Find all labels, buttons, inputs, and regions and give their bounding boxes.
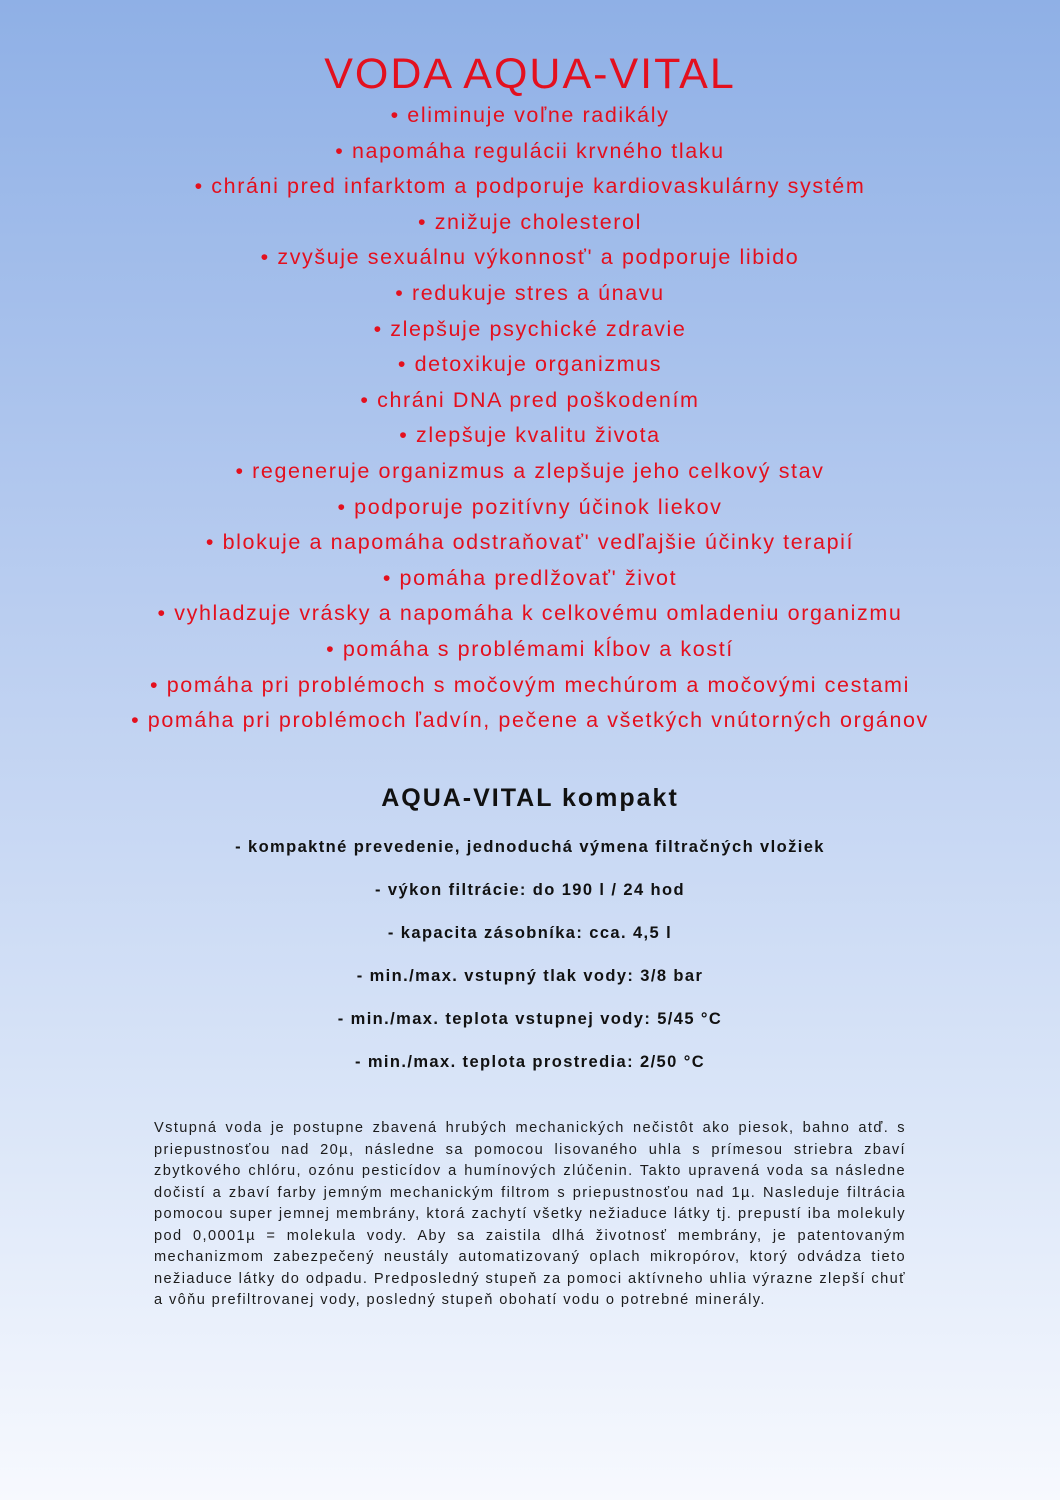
benefit-item: • zlepšuje psychické zdravie [373,316,687,341]
product-title: AQUA-VITAL kompakt [381,784,679,812]
benefit-item: • chráni pred infarktom a podporuje kardiovaskulárny systém [194,174,866,199]
benefit-item: • pomáha pri problémoch ľadvín, pečene a všetkých vnútorných orgánov [131,708,929,733]
product-specs-list [0,826,1060,1084]
page-title: VODA AQUA-VITAL [324,50,736,98]
benefit-item: • zvyšuje sexuálnu výkonnosť' a podporuje libido [260,245,800,270]
spec-item: - min./max. teplota prostredia: 2/50 °C [354,1053,706,1071]
benefit-item: • blokuje a napomáha odstraňovať' vedľajšie účinky terapií [205,530,855,555]
benefit-item: • napomáha regulácii krvného tlaku [335,138,725,163]
benefit-item: • eliminuje voľne radikály [390,103,670,127]
description-paragraph: Vstupná voda je postupne zbavená hrubých mechanických nečistôt ako piesok, bahno atď. s priepustnosťou nad 20µ, následne sa pomocou lisovaného uhla s prímesou striebra zbaví zbytkového chlóru, ozónu pesticídov a humínových zlúčenin. Takto upravená voda sa následne dočistí a zbaví farby jemným mechanickým filtrom s priepustnosťou nad 1µ. Nasleduje filtrácia pomocou super jemnej membrány, ktorá zachytí všetky nežiaduce látky tj. prepustí iba molekuly pod 0,0001µ = molekula vody. Aby sa zaistila dlhá životnosť membrány, je patentovaným mechanizmom zabezpečený neustály automatizovaný oplach mikropórov, ktorý odvádza tieto nežiaduce látky do odpadu. Predposledný stupeň za pomoci aktívneho uhlia výrazne zlepší chuť a vôňu prefiltrovanej vody, posledný stupeň obohatí vodu o potrebné minerály. [154,1120,906,1308]
benefit-item: • podporuje pozitívny účinok liekov [337,494,723,519]
benefit-item: • pomáha pri problémoch s močovým mechúrom a močovými cestami [150,672,910,697]
benefit-item: • zlepšuje kvalitu života [399,423,661,448]
benefit-item: • znižuje cholesterol [418,209,642,234]
spec-item: - kapacita zásobníka: cca. 4,5 l [387,924,673,942]
benefit-item: • pomáha predlžovať' život [382,565,678,590]
benefit-item: • regeneruje organizmus a zlepšuje jeho celkový stav [235,458,825,483]
benefit-item: • vyhladzuje vrásky a napomáha k celkovému omladeniu organizmu [157,601,903,626]
benefit-item: • redukuje stres a únavu [395,280,665,305]
spec-item: - min./max. teplota vstupnej vody: 5/45 °C [337,1010,723,1028]
spec-item: - výkon filtrácie: do 190 l / 24 hod [375,881,685,899]
spec-item: - min./max. vstupný tlak vody: 3/8 bar [356,967,704,985]
benefit-item: • chráni DNA pred poškodením [360,387,700,412]
benefit-item: • pomáha s problémami kĺbov a kostí [326,636,734,661]
benefits-list [0,98,1060,739]
benefit-item: • detoxikuje organizmus [397,352,663,377]
spec-item: - kompaktné prevedenie, jednoduchá výmena filtračných vložiek [235,838,825,856]
